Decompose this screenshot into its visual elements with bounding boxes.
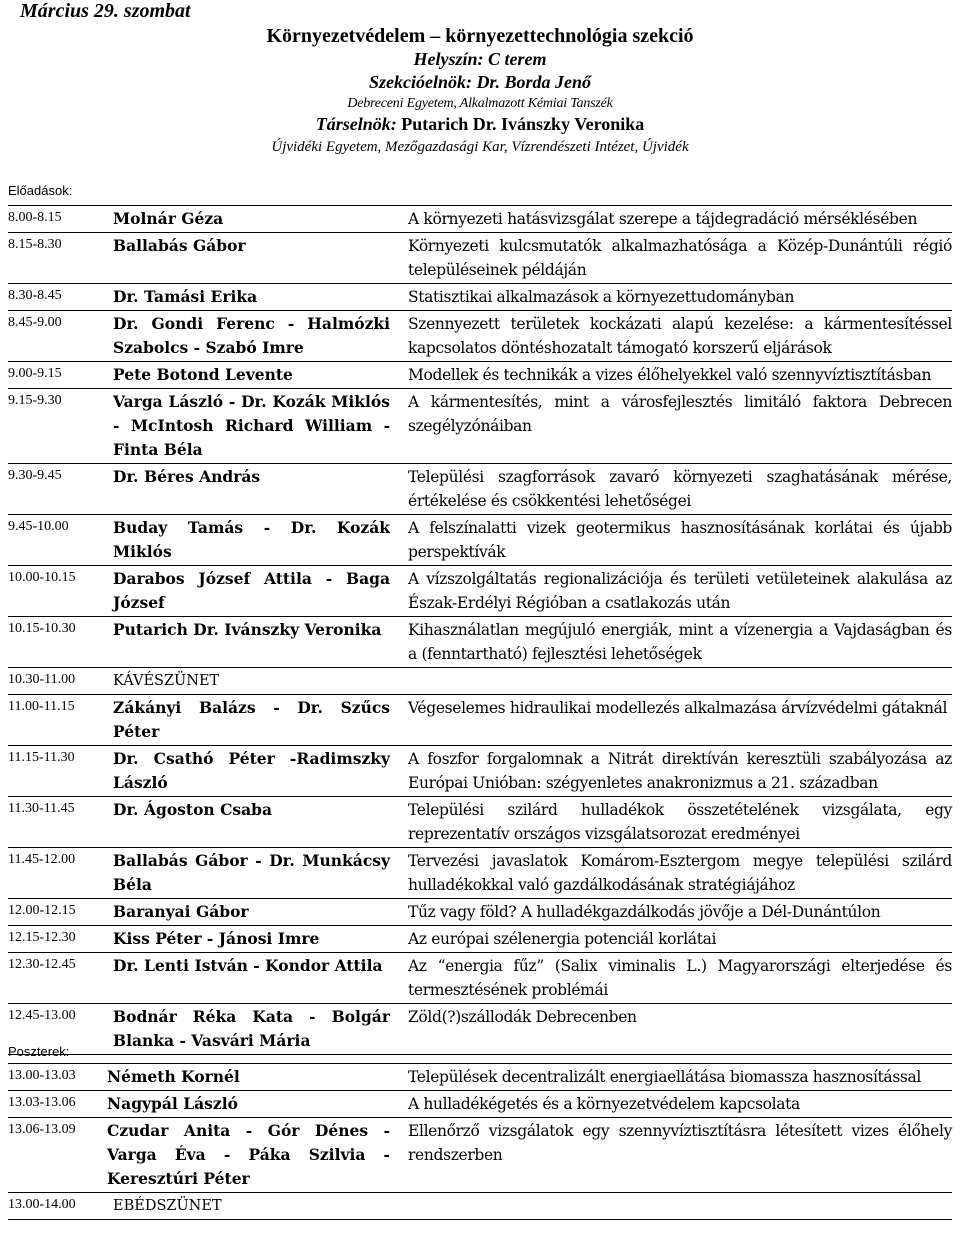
schedule-row	[8, 205, 952, 232]
cochair-affiliation: Újvidéki Egyetem, Mezőgazdasági Kar, Vízrendészeti Intézet, Újvidék	[271, 139, 689, 155]
speaker-names: Varga László - Dr. Kozák Miklós - McIntosh Richard William - Finta Béla	[113, 392, 390, 459]
talk-title: Települési szagforrások zavaró környezeti szaghatásának mérése, értékelése és csökkentési lehetőségei	[408, 468, 952, 510]
speaker-names: Ballabás Gábor	[113, 236, 246, 255]
talk-title: Végeselemes hidraulikai modellezés alkalmazása árvízvédelmi gátaknál	[408, 699, 948, 717]
time-slot: 11.30-11.45	[8, 801, 75, 816]
time-slot: 9.30-9.45	[8, 468, 62, 483]
speaker-names: Dr. Gondi Ferenc - Halmózki Szabolcs - Szabó Imre	[113, 314, 390, 357]
talk-title: Tervezési javaslatok Komárom-Esztergom megye települési szilárd hulladékokkal való gazdálkodásának stratégiájához	[408, 852, 952, 894]
speaker-names: Dr. Ágoston Csaba	[113, 800, 273, 819]
speaker-names: Nagypál László	[107, 1094, 238, 1113]
time-slot: 11.45-12.00	[8, 852, 76, 867]
break-label: KÁVÉSZÜNET	[113, 673, 220, 689]
talk-title: A kármentesítés, mint a városfejlesztés limitáló faktora Debrecen szegélyzónáiban	[408, 393, 952, 435]
time-slot: 11.15-11.30	[8, 750, 75, 765]
section-title: Környezetvédelem – környezettechnológia szekció	[266, 25, 694, 47]
talk-title: Kihasználatlan megújuló energiák, mint a vízenergia a Vajdaságban és a (fenntartható) fejlesztési lehetőségek	[408, 621, 952, 663]
speaker-names: Dr. Béres András	[113, 467, 261, 486]
talk-title: Települési szilárd hulladékok összetételének vizsgálata, egy reprezentatív országos vizsgálatsorozat eredményei	[408, 801, 952, 843]
time-slot: 13.06-13.09	[8, 1122, 76, 1137]
speaker-names: Buday Tamás - Dr. Kozák Miklós	[113, 518, 390, 561]
time-slot: 12.00-12.15	[8, 903, 76, 918]
talk-title: Környezeti kulcsmutatók alkalmazhatósága a Közép-Dunántúli régió településeinek példáján	[408, 237, 952, 279]
break-row	[8, 1192, 952, 1220]
speaker-names: Németh Kornél	[107, 1067, 240, 1086]
speaker-names: Dr. Csathó Péter -Radimszky László	[113, 749, 390, 792]
time-slot: 12.45-13.00	[8, 1008, 76, 1023]
talk-title: Zöld(?)szállodák Debrecenben	[408, 1008, 637, 1026]
time-slot: 12.30-12.45	[8, 957, 76, 972]
time-slot: 8.45-9.00	[8, 315, 62, 330]
talk-title: A környezeti hatásvizsgálat szerepe a tájdegradáció mérséklésében	[408, 210, 918, 228]
posters-table	[8, 1063, 952, 1220]
time-slot: 10.00-10.15	[8, 570, 76, 585]
schedule-row	[8, 514, 952, 565]
schedule-row	[8, 232, 952, 283]
schedule-row	[8, 925, 952, 952]
time-slot: 8.00-8.15	[8, 210, 62, 225]
schedule-row	[8, 1063, 952, 1090]
speaker-names: Darabos József Attila - Baga József	[113, 569, 390, 612]
schedule-row	[8, 565, 952, 616]
talk-title: Modellek és technikák a vizes élőhelyekkel való szennyvíztisztításban	[408, 366, 932, 384]
schedule-row	[8, 952, 952, 1003]
schedule-row	[8, 616, 952, 667]
talk-title: Tűz vagy föld? A hulladékgazdálkodás jövője a Dél-Dunántúlon	[408, 903, 881, 921]
chair-line: Szekcióelnök: Dr. Borda Jenő	[368, 72, 591, 92]
speaker-names: Putarich Dr. Ivánszky Veronika	[113, 620, 382, 639]
schedule-row	[8, 1003, 952, 1055]
time-slot: 8.15-8.30	[8, 237, 62, 252]
time-slot: 9.15-9.30	[8, 393, 62, 408]
talk-title: Az “energia fűz” (Salix viminalis L.) Magyarországi elterjedése és termesztésének problémái	[408, 957, 952, 999]
chair-affiliation: Debreceni Egyetem, Alkalmazott Kémiai Tanszék	[347, 96, 613, 111]
talk-title: A foszfor forgalomnak a Nitrát direktíván keresztüli szabályozása az Európai Unióban: szégyenletes anakronizmus a 21. században	[408, 750, 952, 792]
time-slot: 13.03-13.06	[8, 1095, 76, 1110]
talks-label: Előadások:	[8, 183, 73, 198]
time-slot: 11.00-11.15	[8, 699, 75, 714]
speaker-names: Czudar Anita - Gór Dénes - Varga Éva - Páka Szilvia - Keresztúri Péter	[107, 1121, 390, 1188]
posters-label: Poszterek:	[8, 1044, 70, 1059]
schedule-row	[8, 388, 952, 463]
talk-title: Az európai szélenergia potenciál korlátai	[408, 930, 717, 948]
time-slot: 9.00-9.15	[8, 366, 62, 381]
schedule-row	[8, 898, 952, 925]
time-slot: 12.15-12.30	[8, 930, 76, 945]
schedule-row	[8, 361, 952, 388]
talk-title: A hulladékégetés és a környezetvédelem kapcsolata	[408, 1095, 800, 1113]
speaker-names: Dr. Tamási Erika	[113, 287, 258, 306]
talks-table	[8, 205, 952, 1055]
time-slot: 8.30-8.45	[8, 288, 62, 303]
speaker-names: Ballabás Gábor - Dr. Munkácsy Béla	[113, 851, 390, 894]
section-header	[0, 24, 960, 158]
speaker-names: Molnár Géza	[113, 209, 224, 228]
time-slot: 9.45-10.00	[8, 519, 69, 534]
talk-title: A vízszolgáltatás regionalizációja és területi vetületeinek alakulása az Észak-Erdélyi Régióban a csatlakozás után	[408, 570, 952, 612]
location-line: Helyszín: C terem	[413, 49, 547, 69]
speaker-names: Kiss Péter - Jánosi Imre	[113, 929, 320, 948]
schedule-row	[8, 1090, 952, 1117]
schedule-row	[8, 745, 952, 796]
talk-title: A felszínalatti vizek geotermikus hasznosításának korlátai és újabb perspektívák	[408, 519, 952, 561]
speaker-names: Pete Botond Levente	[113, 365, 293, 384]
cochair-line	[0, 113, 960, 136]
talk-title: Szennyezett területek kockázati alapú kezelése: a kármentesítéssel kapcsolatos döntéshozatalt támogató korszerű eljárások	[408, 315, 952, 357]
schedule-row	[8, 694, 952, 745]
time-slot: 10.15-10.30	[8, 621, 76, 636]
schedule-row	[8, 796, 952, 847]
speaker-names: Bodnár Réka Kata - Bolgár Blanka - Vasvári Mária	[113, 1007, 390, 1050]
schedule-row	[8, 847, 952, 898]
talk-title: Statisztikai alkalmazások a környezettudományban	[408, 288, 795, 306]
schedule-row	[8, 310, 952, 361]
schedule-row	[8, 1117, 952, 1192]
talk-title: Települések decentralizált energiaellátása biomassza hasznosítással	[408, 1068, 922, 1086]
break-label: EBÉDSZÜNET	[113, 1198, 222, 1214]
time-slot: 13.00-13.03	[8, 1068, 76, 1083]
speaker-names: Zákányi Balázs - Dr. Szűcs Péter	[113, 698, 390, 741]
cochair-label: Társelnök:	[315, 114, 397, 134]
time-slot: 10.30-11.00	[8, 672, 76, 687]
page-date: Március 29. szombat	[20, 0, 191, 22]
speaker-names: Baranyai Gábor	[113, 902, 249, 921]
speaker-names: Dr. Lenti István - Kondor Attila	[113, 956, 383, 975]
schedule-row	[8, 463, 952, 514]
schedule-row	[8, 283, 952, 310]
talk-title: Ellenőrző vizsgálatok egy szennyvíztisztításra létesített vizes élőhely rendszerben	[408, 1122, 952, 1164]
time-slot: 13.00-14.00	[8, 1197, 76, 1212]
break-row	[8, 667, 952, 694]
cochair-name: Putarich Dr. Ivánszky Veronika	[401, 114, 645, 134]
